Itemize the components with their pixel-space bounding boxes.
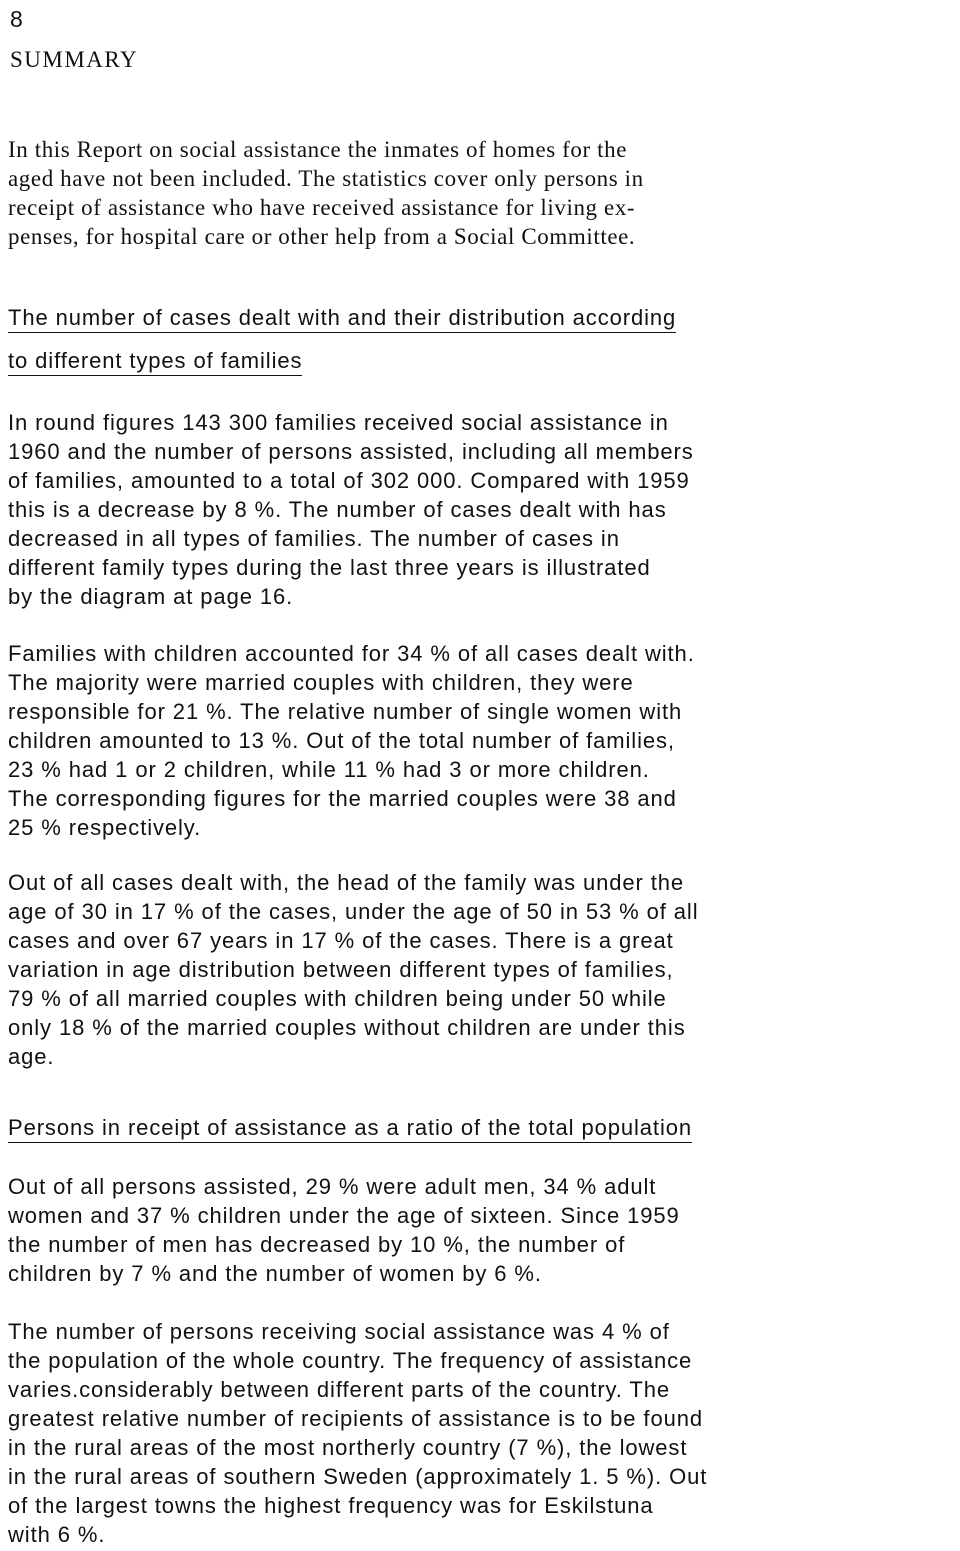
text-line: variation in age distribution between different types of families,	[8, 957, 674, 982]
text-line: The number of persons receiving social assistance was 4 % of	[8, 1319, 670, 1344]
text-line: responsible for 21 %. The relative number of single women with	[8, 699, 683, 724]
paragraph-age-distribution	[8, 868, 952, 1071]
text-line: 23 % had 1 or 2 children, while 11 % had 3 or more children.	[8, 757, 650, 782]
text-line: 79 % of all married couples with children being under 50 while	[8, 986, 667, 1011]
text-line: in the rural areas of southern Sweden (approximately 1. 5 %). Out	[8, 1464, 708, 1489]
text-line: different family types during the last three years is illustrated	[8, 555, 651, 580]
text-line: this is a decrease by 8 %. The number of cases dealt with has	[8, 497, 667, 522]
text-line: children by 7 % and the number of women by 6 %.	[8, 1261, 542, 1286]
text-line: 25 % respectively.	[8, 815, 202, 840]
text-line: greatest relative number of recipients of assistance is to be found	[8, 1406, 703, 1431]
text-line: with 6 %.	[8, 1522, 106, 1547]
page-number: 8	[10, 6, 23, 32]
text-line: Families with children accounted for 34 % of all cases dealt with.	[8, 641, 695, 666]
text-line: The majority were married couples with children, they were	[8, 670, 634, 695]
heading-line: The number of cases dealt with and their distribution according	[8, 305, 676, 333]
text-line: in the rural areas of the most northerly country (7 %), the lowest	[8, 1435, 688, 1460]
text-line: aged have not been included. The statistics cover only persons in	[8, 166, 644, 191]
paragraph-cases-totals	[8, 408, 952, 611]
text-line: 1960 and the number of persons assisted, including all members	[8, 439, 694, 464]
text-line: only 18 % of the married couples without children are under this	[8, 1015, 686, 1040]
text-line: The corresponding figures for the married couples were 38 and	[8, 786, 677, 811]
text-line: Out of all persons assisted, 29 % were adult men, 34 % adult	[8, 1174, 657, 1199]
text-line: decreased in all types of families. The number of cases in	[8, 526, 620, 551]
page-title: SUMMARY	[10, 47, 139, 72]
text-line: children amounted to 13 %. Out of the total number of families,	[8, 728, 675, 753]
text-line: age.	[8, 1044, 55, 1069]
intro-paragraph	[8, 135, 952, 251]
section-heading-ratio	[8, 1106, 952, 1149]
text-line: age of 30 in 17 % of the cases, under the age of 50 in 53 % of all	[8, 899, 699, 924]
text-line: the population of the whole country. The frequency of assistance	[8, 1348, 693, 1373]
section-heading-cases	[8, 296, 952, 382]
text-line: of families, amounted to a total of 302 000. Compared with 1959	[8, 468, 690, 493]
paragraph-frequency	[8, 1317, 952, 1549]
text-line: penses, for hospital care or other help from a Social Committee.	[8, 224, 636, 249]
text-line: receipt of assistance who have received assistance for living ex-	[8, 195, 636, 220]
paragraph-persons-assisted	[8, 1172, 952, 1288]
text-line: cases and over 67 years in 17 % of the cases. There is a great	[8, 928, 674, 953]
text-line: women and 37 % children under the age of sixteen. Since 1959	[8, 1203, 680, 1228]
text-line: by the diagram at page 16.	[8, 584, 294, 609]
text-line: Out of all cases dealt with, the head of the family was under the	[8, 870, 685, 895]
heading-line: Persons in receipt of assistance as a ratio of the total population	[8, 1115, 692, 1143]
text-line: of the largest towns the highest frequency was for Eskilstuna	[8, 1493, 654, 1518]
text-line: varies.considerably between different parts of the country. The	[8, 1377, 671, 1402]
heading-line: to different types of families	[8, 348, 302, 376]
text-line: the number of men has decreased by 10 %, the number of	[8, 1232, 626, 1257]
paragraph-families-children	[8, 639, 952, 842]
text-line: In round figures 143 300 families received social assistance in	[8, 410, 669, 435]
text-line: In this Report on social assistance the inmates of homes for the	[8, 137, 628, 162]
